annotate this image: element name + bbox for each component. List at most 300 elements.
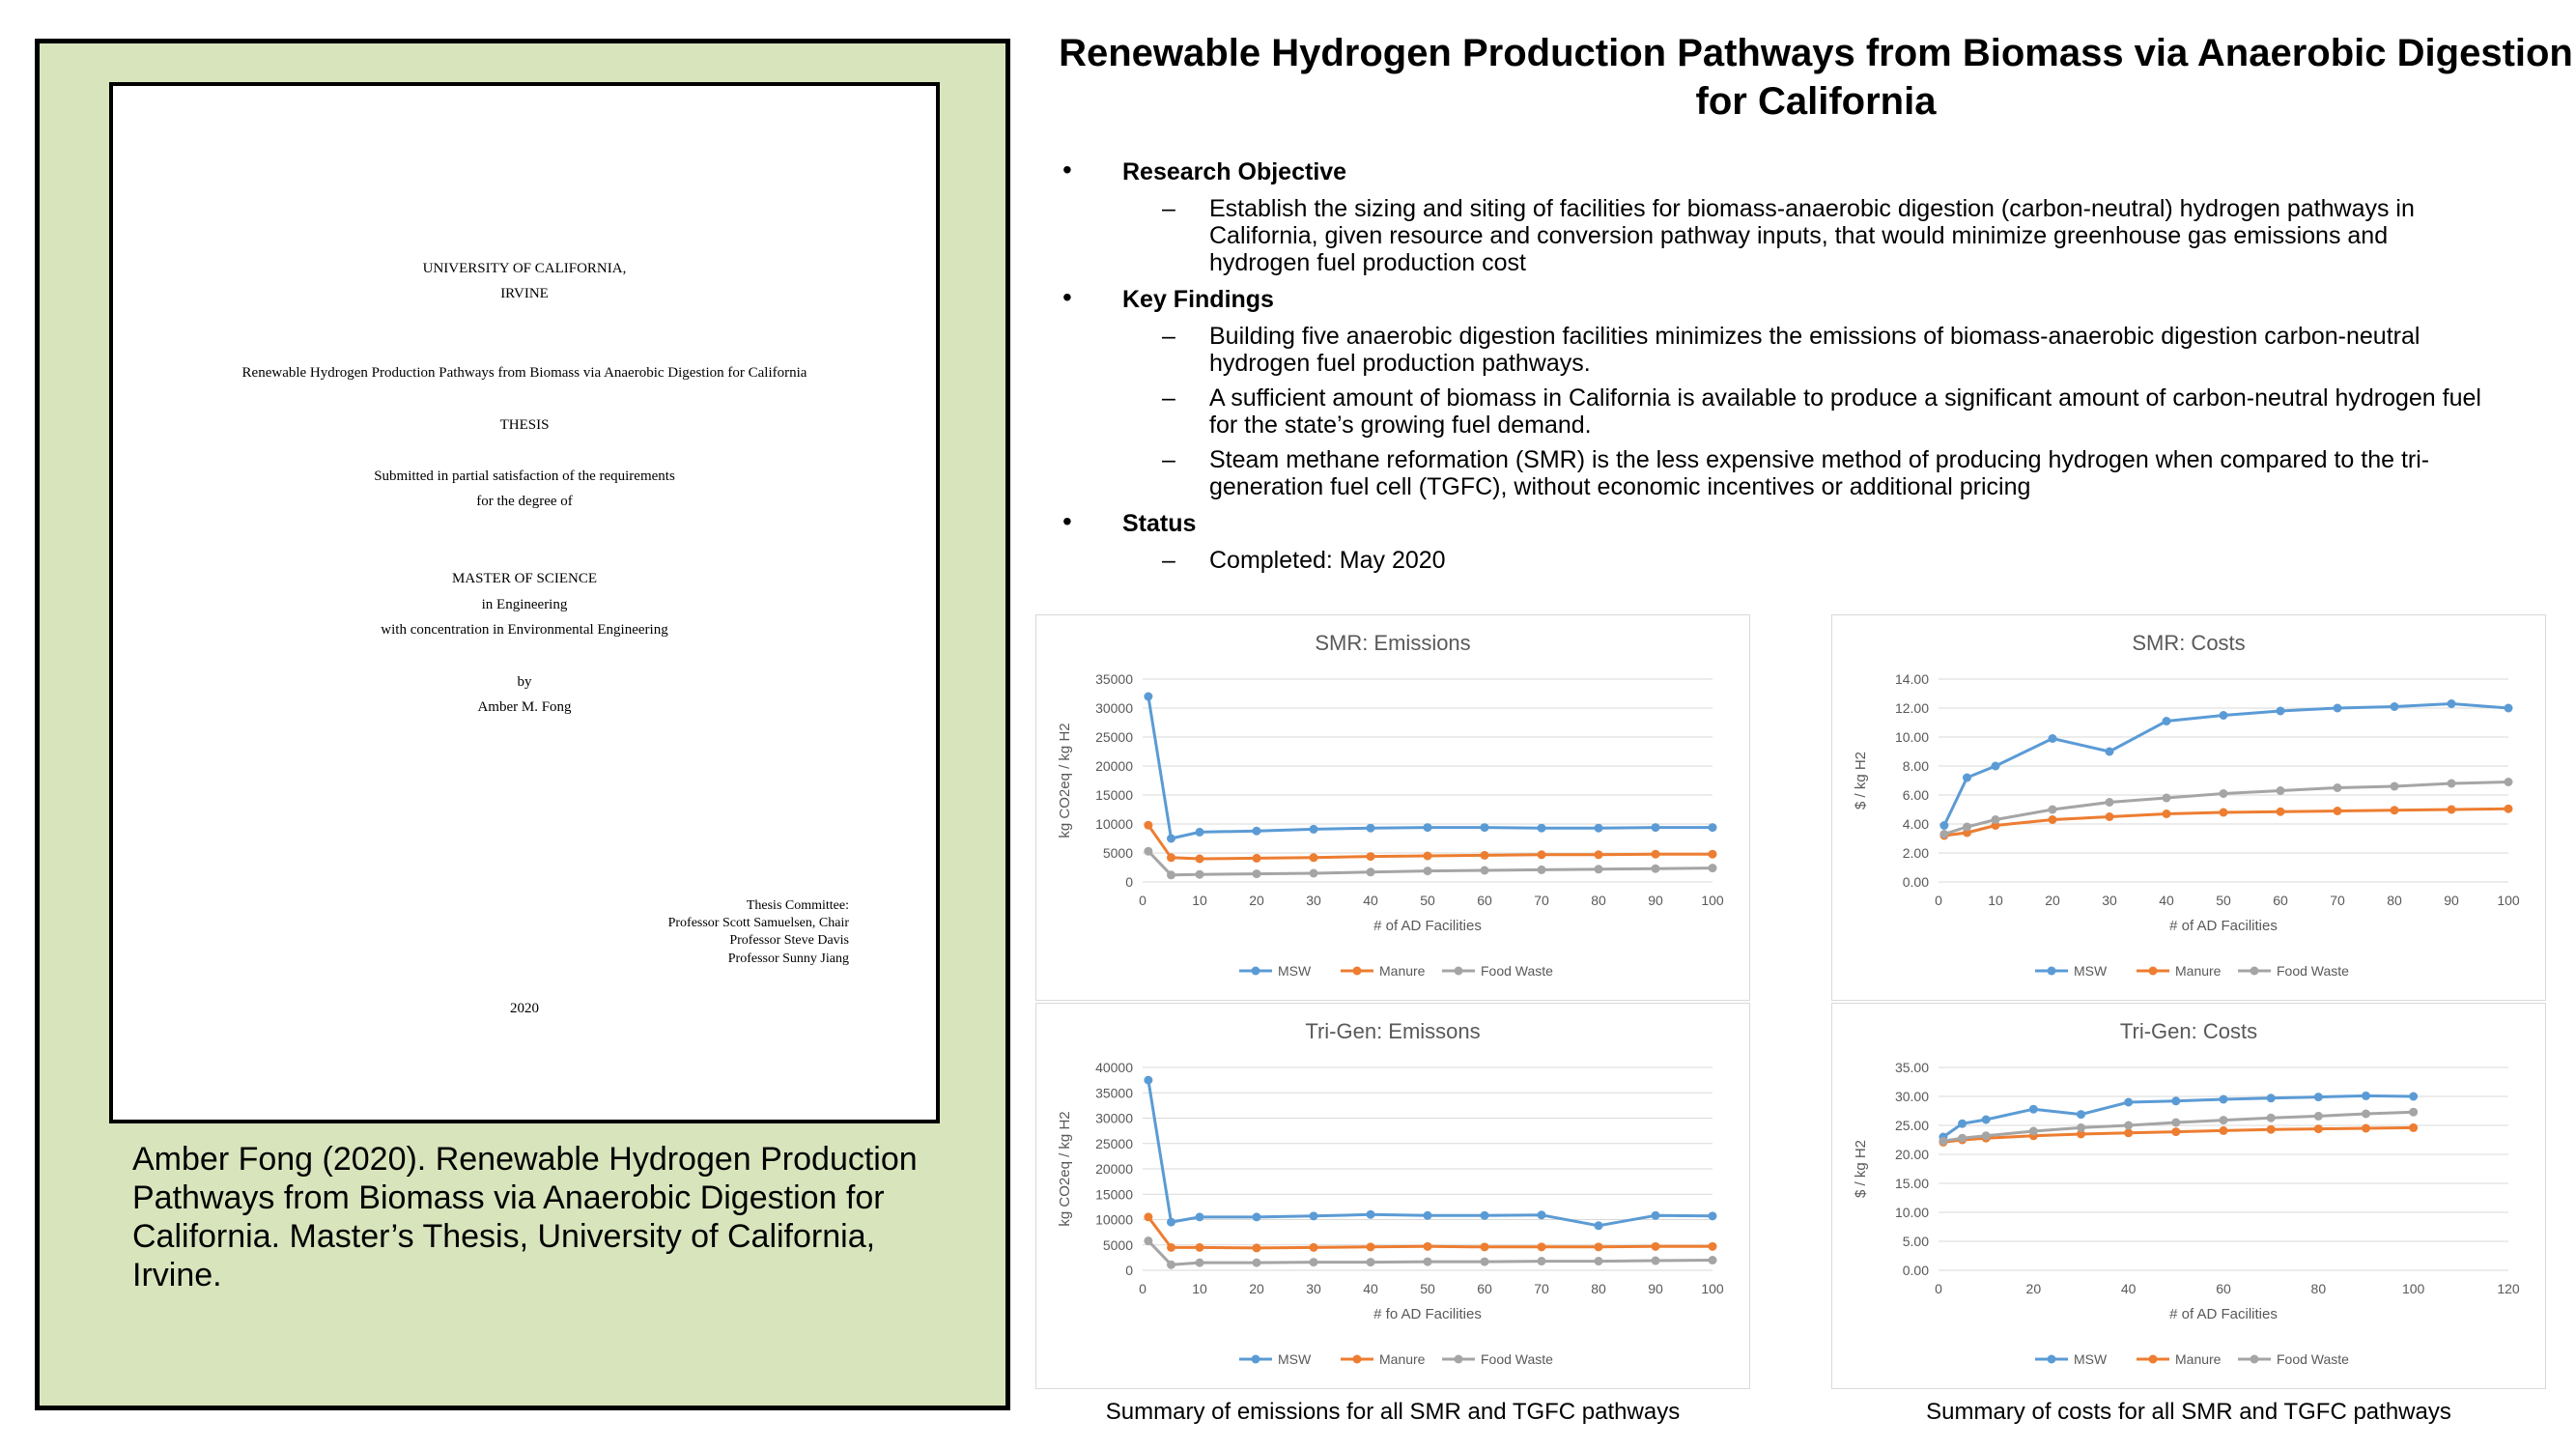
data-point bbox=[2171, 1119, 2180, 1127]
y-tick-label: 6.00 bbox=[1902, 787, 1929, 803]
x-tick-label: 40 bbox=[2120, 1281, 2137, 1296]
x-tick-label: 20 bbox=[1249, 1281, 1264, 1296]
x-tick-label: 0 bbox=[1139, 1281, 1146, 1296]
data-point bbox=[2220, 1095, 2228, 1104]
x-tick-label: 90 bbox=[2444, 893, 2459, 908]
x-tick-label: 100 bbox=[1701, 893, 1724, 908]
data-point bbox=[1167, 835, 1175, 843]
dash-icon: – bbox=[1162, 195, 1175, 222]
item-text: Completed: May 2020 bbox=[1209, 547, 1446, 574]
y-tick-label: 35000 bbox=[1095, 671, 1133, 687]
data-point bbox=[1167, 853, 1175, 862]
data-point bbox=[1367, 824, 1375, 833]
data-point bbox=[1367, 1258, 1375, 1266]
data-point bbox=[1595, 850, 1603, 859]
data-point bbox=[1424, 823, 1432, 832]
data-point bbox=[1367, 1242, 1375, 1251]
data-point bbox=[2334, 704, 2342, 713]
thesis-by: by bbox=[517, 674, 532, 690]
x-tick-label: 80 bbox=[1591, 1281, 1606, 1296]
y-axis-label: kg CO2eq / kg H2 bbox=[1057, 1111, 1073, 1227]
committee-member: Professor Sunny Jiang bbox=[727, 951, 849, 966]
x-tick-label: 60 bbox=[2216, 1281, 2231, 1296]
y-tick-label: 15000 bbox=[1095, 1186, 1133, 1203]
x-tick-label: 30 bbox=[2102, 893, 2117, 908]
x-axis-label: # of AD Facilities bbox=[1373, 918, 1482, 934]
chart-trigen-costs-svg bbox=[1832, 1004, 2545, 1388]
committee-member: Professor Scott Samuelsen, Chair bbox=[667, 916, 849, 931]
x-tick-label: 50 bbox=[1420, 1281, 1435, 1296]
data-point bbox=[2334, 783, 2342, 792]
data-point bbox=[2391, 702, 2399, 711]
chart-smr-emissions-svg bbox=[1036, 615, 1749, 1000]
x-tick-label: 70 bbox=[2330, 893, 2345, 908]
data-point bbox=[1167, 870, 1175, 879]
data-point bbox=[2029, 1127, 2038, 1136]
data-point bbox=[1939, 1137, 1947, 1146]
y-tick-label: 40000 bbox=[1095, 1060, 1133, 1075]
x-tick-label: 50 bbox=[1420, 893, 1435, 908]
data-point bbox=[1963, 774, 1971, 782]
section-heading: Research Objective bbox=[1122, 158, 1347, 185]
legend-swatch-marker bbox=[2149, 1355, 2158, 1364]
data-point bbox=[1310, 853, 1318, 862]
x-axis-label: # of AD Facilities bbox=[2169, 918, 2278, 934]
data-point bbox=[1481, 1242, 1489, 1251]
y-tick-label: 12.00 bbox=[1894, 700, 1929, 716]
y-tick-label: 0.00 bbox=[1902, 1263, 1929, 1278]
section-status bbox=[1062, 506, 2492, 537]
data-point bbox=[1652, 1242, 1660, 1251]
legend-swatch-marker bbox=[2149, 967, 2158, 976]
section-research-objective bbox=[1062, 155, 2492, 185]
data-point bbox=[2314, 1112, 2323, 1121]
y-axis-label: kg CO2eq / kg H2 bbox=[1057, 723, 1073, 838]
data-point bbox=[2220, 1116, 2228, 1124]
data-point bbox=[2220, 789, 2228, 798]
thesis-degree: MASTER OF SCIENCE bbox=[451, 571, 598, 586]
list-item bbox=[1062, 323, 2492, 377]
thesis-type: THESIS bbox=[499, 417, 550, 433]
x-tick-label: 10 bbox=[1192, 1281, 1207, 1296]
caption-emissions: Summary of emissions for all SMR and TGFC pathways bbox=[1105, 1399, 1681, 1425]
y-tick-label: 5.00 bbox=[1902, 1234, 1929, 1249]
data-point bbox=[2505, 805, 2513, 813]
thesis-university: UNIVERSITY OF CALIFORNIA, bbox=[422, 261, 627, 276]
data-point bbox=[1144, 1236, 1152, 1245]
chart-title: Tri-Gen: Costs bbox=[2119, 1019, 2258, 1043]
y-tick-label: 2.00 bbox=[1902, 845, 1929, 861]
y-tick-label: 20.00 bbox=[1894, 1147, 1929, 1162]
data-point bbox=[2077, 1123, 2085, 1132]
data-point bbox=[1253, 854, 1261, 863]
committee-member: Professor Steve Davis bbox=[729, 933, 849, 949]
data-point bbox=[2049, 806, 2057, 814]
x-tick-label: 20 bbox=[2045, 893, 2060, 908]
legend-label: Manure bbox=[2175, 963, 2222, 979]
y-tick-label: 25.00 bbox=[1894, 1118, 1929, 1133]
x-tick-label: 10 bbox=[1988, 893, 2003, 908]
legend-swatch-marker bbox=[1353, 967, 1362, 976]
data-point bbox=[1367, 867, 1375, 876]
data-point bbox=[1481, 867, 1489, 875]
y-tick-label: 0 bbox=[1125, 1263, 1133, 1278]
data-point bbox=[1167, 1218, 1175, 1227]
data-point bbox=[1538, 824, 1546, 833]
chart-smr-costs-svg bbox=[1832, 615, 2545, 1000]
data-point bbox=[1595, 824, 1603, 833]
y-tick-label: 30.00 bbox=[1894, 1089, 1929, 1104]
dash-icon: – bbox=[1162, 323, 1175, 350]
thesis-title: Renewable Hydrogen Production Pathways from Biomass via Anaerobic Digestion for California bbox=[241, 365, 807, 381]
data-point bbox=[1167, 1243, 1175, 1252]
data-point bbox=[1538, 850, 1546, 859]
data-point bbox=[2334, 807, 2342, 815]
x-tick-label: 60 bbox=[1477, 1281, 1492, 1296]
data-point bbox=[1595, 1221, 1603, 1230]
x-tick-label: 60 bbox=[2273, 893, 2288, 908]
data-point bbox=[1481, 1211, 1489, 1220]
x-tick-label: 70 bbox=[1534, 893, 1549, 908]
data-point bbox=[1652, 823, 1660, 832]
x-axis-label: # fo AD Facilities bbox=[1373, 1306, 1482, 1322]
list-item bbox=[1062, 195, 2492, 276]
data-point bbox=[1982, 1116, 1991, 1124]
thesis-year: 2020 bbox=[510, 1001, 539, 1016]
legend-swatch-marker bbox=[2048, 967, 2056, 976]
data-point bbox=[2106, 748, 2114, 756]
legend-label: MSW bbox=[2074, 963, 2108, 979]
bullet-icon: • bbox=[1062, 282, 1072, 312]
chart-trigen-costs bbox=[1831, 1003, 2546, 1389]
poster-title: Renewable Hydrogen Production Pathways from Biomass via Anaerobic Digestion for California bbox=[1059, 32, 2573, 123]
data-point bbox=[1481, 1258, 1489, 1266]
legend-label: Food Waste bbox=[1481, 1351, 1553, 1367]
legend-swatch-marker bbox=[2250, 967, 2259, 976]
dash-icon: – bbox=[1162, 446, 1175, 473]
item-text: Establish the sizing and siting of facilities for biomass-anaerobic digestion (carbon-neutral) hydrogen pathways in California, given resource and conversion pathway inputs, that would minimize greenhouse gas emissions and hydrogen fuel production cost bbox=[1209, 195, 2415, 276]
series-line-msw bbox=[1148, 696, 1713, 838]
section-heading: Key Findings bbox=[1122, 286, 1274, 313]
x-tick-label: 40 bbox=[1363, 1281, 1378, 1296]
chart-smr-emissions bbox=[1035, 614, 1750, 1001]
data-point bbox=[1310, 869, 1318, 878]
x-tick-label: 20 bbox=[2025, 1281, 2042, 1296]
data-point bbox=[1167, 1261, 1175, 1269]
legend-label: Manure bbox=[1379, 963, 1426, 979]
data-point bbox=[1196, 828, 1204, 837]
data-point bbox=[1144, 821, 1152, 830]
data-point bbox=[1253, 869, 1261, 878]
data-point bbox=[1310, 1211, 1318, 1220]
x-tick-label: 90 bbox=[1648, 893, 1663, 908]
y-tick-label: 15.00 bbox=[1894, 1176, 1929, 1191]
thesis-campus: IRVINE bbox=[500, 286, 549, 301]
data-point bbox=[1253, 1243, 1261, 1252]
data-point bbox=[1144, 847, 1152, 856]
data-point bbox=[1992, 815, 2000, 824]
data-point bbox=[1709, 1211, 1717, 1220]
legend-swatch-marker bbox=[1353, 1355, 1362, 1364]
data-point bbox=[1481, 823, 1489, 832]
list-item bbox=[1062, 384, 2492, 439]
data-point bbox=[1992, 762, 2000, 771]
x-tick-label: 20 bbox=[1249, 893, 1264, 908]
caption-costs: Summary of costs for all SMR and TGFC pathways bbox=[1926, 1399, 2451, 1425]
data-point bbox=[2409, 1093, 2418, 1101]
data-point bbox=[1144, 693, 1152, 701]
data-point bbox=[1595, 1242, 1603, 1251]
chart-trigen-emissions bbox=[1035, 1003, 1750, 1389]
x-tick-label: 100 bbox=[1701, 1281, 1724, 1296]
data-point bbox=[1196, 1243, 1204, 1252]
chart-trigen-emissions-svg bbox=[1036, 1004, 1749, 1388]
data-point bbox=[1481, 851, 1489, 860]
series-line-msw bbox=[1148, 1080, 1713, 1226]
data-point bbox=[2267, 1094, 2276, 1102]
y-tick-label: 15000 bbox=[1095, 787, 1133, 803]
data-point bbox=[1196, 855, 1204, 864]
data-point bbox=[1424, 867, 1432, 875]
data-point bbox=[2171, 1127, 2180, 1136]
thesis-author: Amber M. Fong bbox=[477, 699, 572, 715]
thesis-submission-line-2: for the degree of bbox=[476, 494, 573, 509]
y-tick-label: 30000 bbox=[1095, 1110, 1133, 1126]
content-list bbox=[1062, 155, 2492, 574]
y-tick-label: 4.00 bbox=[1902, 816, 1929, 832]
y-tick-label: 14.00 bbox=[1894, 671, 1929, 687]
data-point bbox=[1595, 865, 1603, 873]
data-point bbox=[2448, 780, 2456, 788]
data-point bbox=[2448, 806, 2456, 814]
data-point bbox=[2029, 1105, 2038, 1114]
data-point bbox=[1367, 852, 1375, 861]
thesis-concentration: with concentration in Environmental Engineering bbox=[381, 622, 668, 638]
x-tick-label: 0 bbox=[1139, 893, 1146, 908]
data-point bbox=[2277, 707, 2285, 716]
item-text: Steam methane reformation (SMR) is the less expensive method of producing hydrogen when compared to the tri-generation fuel cell (TGFC), without economic incentives or additional pricing bbox=[1209, 446, 2430, 500]
y-tick-label: 35000 bbox=[1095, 1085, 1133, 1101]
x-tick-label: 100 bbox=[2401, 1281, 2425, 1296]
x-tick-label: 10 bbox=[1192, 893, 1207, 908]
data-point bbox=[2220, 809, 2228, 817]
data-point bbox=[1709, 823, 1717, 832]
data-point bbox=[1709, 1242, 1717, 1251]
data-point bbox=[1367, 1210, 1375, 1219]
y-axis-label: $ / kg H2 bbox=[1853, 751, 1869, 810]
data-point bbox=[1253, 1212, 1261, 1221]
data-point bbox=[1196, 870, 1204, 879]
data-point bbox=[1958, 1134, 1967, 1143]
data-point bbox=[1310, 825, 1318, 834]
data-point bbox=[2106, 812, 2114, 821]
y-axis-label: $ / kg H2 bbox=[1853, 1139, 1869, 1199]
y-tick-label: 8.00 bbox=[1902, 758, 1929, 774]
y-tick-label: 5000 bbox=[1102, 1236, 1133, 1253]
y-tick-label: 5000 bbox=[1102, 845, 1133, 861]
y-tick-label: 0 bbox=[1125, 874, 1133, 890]
data-point bbox=[2314, 1093, 2323, 1101]
data-point bbox=[2277, 808, 2285, 816]
data-point bbox=[2077, 1110, 2085, 1119]
data-point bbox=[1963, 823, 1971, 832]
data-point bbox=[1709, 1256, 1717, 1264]
data-point bbox=[2163, 717, 2171, 725]
legend-swatch-marker bbox=[1455, 1355, 1463, 1364]
y-tick-label: 10000 bbox=[1095, 1211, 1133, 1228]
data-point bbox=[2448, 699, 2456, 708]
legend-label: Manure bbox=[2175, 1351, 2222, 1367]
data-point bbox=[1538, 866, 1546, 874]
y-tick-label: 25000 bbox=[1095, 729, 1133, 745]
legend-swatch-marker bbox=[2048, 1355, 2056, 1364]
legend-swatch-marker bbox=[1252, 1355, 1260, 1364]
data-point bbox=[1310, 1243, 1318, 1252]
thesis-committee bbox=[668, 897, 849, 968]
data-point bbox=[2362, 1124, 2370, 1133]
bullet-icon: • bbox=[1062, 506, 1072, 536]
data-point bbox=[1424, 1211, 1432, 1220]
data-point bbox=[1424, 1258, 1432, 1266]
thesis-submission-line-1: Submitted in partial satisfaction of the requirements bbox=[374, 469, 675, 484]
data-point bbox=[1196, 1259, 1204, 1267]
x-axis-label: # of AD Facilities bbox=[2169, 1306, 2278, 1322]
committee-heading: Thesis Committee: bbox=[746, 898, 849, 913]
legend-label: MSW bbox=[2074, 1351, 2108, 1367]
data-point bbox=[2124, 1128, 2133, 1137]
chart-title: SMR: Emissions bbox=[1315, 631, 1471, 655]
data-point bbox=[1652, 865, 1660, 873]
data-point bbox=[2277, 786, 2285, 795]
data-point bbox=[1144, 1212, 1152, 1221]
thesis-cover-page bbox=[109, 82, 940, 1123]
bullet-icon: • bbox=[1062, 155, 1072, 185]
chart-title: SMR: Costs bbox=[2132, 631, 2246, 655]
chart-smr-costs bbox=[1831, 614, 2546, 1001]
data-point bbox=[1310, 1258, 1318, 1266]
legend-label: Food Waste bbox=[1481, 963, 1553, 979]
item-text: A sufficient amount of biomass in California is available to produce a significant amount of carbon-neutral hydrogen fuel for the state’s growing fuel demand. bbox=[1209, 384, 2481, 439]
data-point bbox=[1538, 1242, 1546, 1251]
data-point bbox=[2391, 782, 2399, 791]
legend-swatch-marker bbox=[1455, 967, 1463, 976]
x-tick-label: 80 bbox=[1591, 893, 1606, 908]
y-tick-label: 35.00 bbox=[1894, 1060, 1929, 1075]
section-key-findings bbox=[1062, 282, 2492, 313]
x-tick-label: 50 bbox=[2216, 893, 2231, 908]
data-point bbox=[1595, 1257, 1603, 1265]
y-tick-label: 10000 bbox=[1095, 816, 1133, 832]
x-tick-label: 30 bbox=[1306, 1281, 1321, 1296]
data-point bbox=[1939, 821, 1948, 830]
data-point bbox=[1538, 1210, 1546, 1219]
data-point bbox=[1709, 864, 1717, 872]
data-point bbox=[1196, 1212, 1204, 1221]
data-point bbox=[2409, 1108, 2418, 1117]
y-tick-label: 25000 bbox=[1095, 1135, 1133, 1151]
data-point bbox=[2505, 778, 2513, 786]
x-tick-label: 70 bbox=[1534, 1281, 1549, 1296]
item-text: Building five anaerobic digestion facilities minimizes the emissions of biomass-anaerobic digestion carbon-neutral hydrogen fuel production pathways. bbox=[1209, 323, 2420, 377]
x-tick-label: 40 bbox=[1363, 893, 1378, 908]
dash-icon: – bbox=[1162, 547, 1175, 574]
data-point bbox=[2124, 1098, 2133, 1107]
legend-label: MSW bbox=[1278, 1351, 1312, 1367]
dash-icon: – bbox=[1162, 384, 1175, 412]
x-tick-label: 100 bbox=[2497, 893, 2520, 908]
series-line-msw bbox=[1944, 704, 2508, 826]
data-point bbox=[1652, 850, 1660, 859]
legend-label: Manure bbox=[1379, 1351, 1426, 1367]
data-point bbox=[1424, 852, 1432, 861]
series-line-food-waste bbox=[1944, 782, 2508, 835]
data-point bbox=[2220, 711, 2228, 720]
data-point bbox=[2505, 704, 2513, 713]
list-item bbox=[1062, 446, 2492, 500]
data-point bbox=[2106, 798, 2114, 807]
data-point bbox=[1982, 1131, 1991, 1140]
data-point bbox=[2391, 806, 2399, 814]
y-tick-label: 10.00 bbox=[1894, 1205, 1929, 1220]
data-point bbox=[1709, 850, 1717, 859]
data-point bbox=[1253, 827, 1261, 836]
data-point bbox=[2362, 1110, 2370, 1119]
section-heading: Status bbox=[1122, 510, 1197, 537]
x-tick-label: 0 bbox=[1935, 893, 1942, 908]
x-tick-label: 80 bbox=[2310, 1281, 2327, 1296]
x-tick-label: 60 bbox=[1477, 893, 1492, 908]
chart-title: Tri-Gen: Emissons bbox=[1305, 1019, 1481, 1043]
data-point bbox=[1538, 1257, 1546, 1265]
x-tick-label: 120 bbox=[2497, 1281, 2520, 1296]
data-point bbox=[1939, 830, 1948, 838]
y-tick-label: 0.00 bbox=[1902, 874, 1929, 890]
data-point bbox=[2163, 794, 2171, 803]
data-point bbox=[1958, 1120, 1967, 1128]
data-point bbox=[1253, 1259, 1261, 1267]
data-point bbox=[2314, 1124, 2323, 1133]
data-point bbox=[2409, 1123, 2418, 1132]
legend-swatch-marker bbox=[1252, 967, 1260, 976]
legend-label: Food Waste bbox=[2277, 1351, 2349, 1367]
y-tick-label: 20000 bbox=[1095, 1161, 1133, 1177]
data-point bbox=[1652, 1257, 1660, 1265]
x-tick-label: 40 bbox=[2159, 893, 2174, 908]
data-point bbox=[2267, 1125, 2276, 1134]
list-item bbox=[1062, 547, 2492, 574]
legend-label: Food Waste bbox=[2277, 963, 2349, 979]
data-point bbox=[2267, 1114, 2276, 1122]
data-point bbox=[2049, 734, 2057, 743]
legend-label: MSW bbox=[1278, 963, 1312, 979]
x-tick-label: 80 bbox=[2387, 893, 2402, 908]
data-point bbox=[2163, 810, 2171, 818]
data-point bbox=[2049, 815, 2057, 824]
data-point bbox=[2362, 1092, 2370, 1100]
legend-swatch-marker bbox=[2250, 1355, 2259, 1364]
x-tick-label: 0 bbox=[1935, 1281, 1942, 1296]
data-point bbox=[2124, 1122, 2133, 1130]
y-tick-label: 10.00 bbox=[1894, 729, 1929, 745]
data-point bbox=[2171, 1096, 2180, 1105]
x-tick-label: 90 bbox=[1648, 1281, 1663, 1296]
citation-text: Amber Fong (2020). Renewable Hydrogen Production Pathways from Biomass via Anaerobic Digestion for California. Master’s Thesis, University of California, Irvine. bbox=[132, 1141, 918, 1293]
data-point bbox=[1424, 1242, 1432, 1251]
y-tick-label: 30000 bbox=[1095, 700, 1133, 716]
data-point bbox=[1652, 1211, 1660, 1220]
thesis-field: in Engineering bbox=[481, 597, 568, 612]
data-point bbox=[1144, 1076, 1152, 1085]
